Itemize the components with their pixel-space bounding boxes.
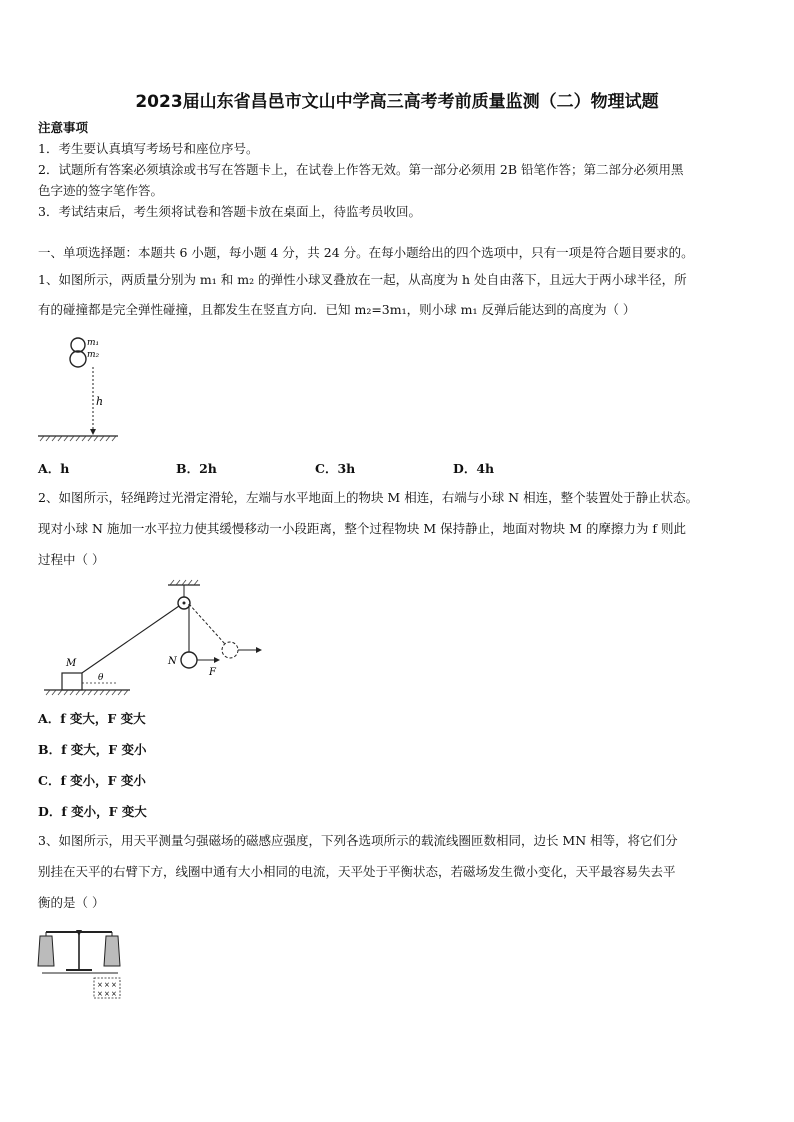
page-title: 2023届山东省昌邑市文山中学高三高考考前质量监测（二）物理试题 bbox=[135, 92, 659, 112]
label-f: F bbox=[209, 667, 216, 678]
q3-text-line3: 衡的是（ ） bbox=[38, 895, 105, 910]
q1-text-line1: 1、如图所示，两质量分别为 m₁ 和 m₂ 的弹性小球叉叠放在一起，从高度为 h 处自由落下，且远大于两小球半径，所 bbox=[38, 272, 687, 287]
field-cross: × bbox=[111, 990, 117, 998]
q2-option-b[interactable]: B．f 变大，F 变小 bbox=[38, 742, 147, 757]
q1-option-d[interactable]: D．4h bbox=[453, 461, 495, 476]
section-heading: 一、单项选择题：本题共 6 小题，每小题 4 分，共 24 分。在每小题给出的四个选项中，只有一项是符合题目要求的。 bbox=[38, 245, 694, 260]
label-n: N bbox=[168, 656, 177, 667]
label-h: h bbox=[96, 395, 104, 408]
field-cross: × bbox=[104, 990, 110, 998]
notice-heading: 注意事项 bbox=[38, 120, 89, 135]
label-theta: θ bbox=[98, 673, 104, 683]
q1-figure bbox=[38, 333, 118, 445]
q2-figure bbox=[38, 578, 268, 700]
label-m1: m₁ bbox=[87, 338, 100, 348]
q1-option-b[interactable]: B．2h bbox=[176, 461, 217, 476]
notice-item-3: 3．考试结束后，考生须将试卷和答题卡放在桌面上，待监考员收回。 bbox=[38, 204, 421, 219]
notice-item-2-cont: 色字迹的签字笔作答。 bbox=[38, 183, 164, 198]
q2-text-line3: 过程中（ ） bbox=[38, 552, 105, 567]
q1-option-a[interactable]: A．h bbox=[38, 461, 70, 476]
q2-option-a[interactable]: A．f 变大，F 变大 bbox=[38, 711, 146, 726]
label-m2: m₂ bbox=[87, 350, 100, 360]
q1-text-line2: 有的碰撞都是完全弹性碰撞，且都发生在竖直方向．已知 m₂=3m₁，则小球 m₁ 反弹后能达到的高度为（ ） bbox=[38, 302, 636, 317]
q3-text-line2: 别挂在天平的右臂下方，线圈中通有大小相同的电流，天平处于平衡状态，若磁场发生微小变化，天平最容易失去平 bbox=[38, 864, 676, 879]
q3-figure bbox=[36, 922, 128, 1002]
field-cross: × bbox=[111, 981, 117, 989]
q2-text-line1: 2、如图所示，轻绳跨过光滑定滑轮，左端与水平地面上的物块 M 相连，右端与小球 N 相连，整个装置处于静止状态。 bbox=[38, 490, 699, 505]
ball-m2 bbox=[70, 351, 86, 367]
notice-item-2: 2．试题所有答案必须填涂或书写在答题卡上，在试卷上作答无效。第一部分必须用 2B 铅笔作答；第二部分必须用黑 bbox=[38, 162, 684, 177]
q3-text-line1: 3、如图所示，用天平测量匀强磁场的磁感应强度，下列各选项所示的载流线圈匝数相同，边长 MN 相等，将它们分 bbox=[38, 833, 678, 848]
q1-option-c[interactable]: C．3h bbox=[315, 461, 356, 476]
notice-item-1: 1．考生要认真填写考场号和座位序号。 bbox=[38, 141, 259, 156]
ball-n bbox=[181, 652, 197, 668]
block-m bbox=[62, 673, 82, 690]
ball-m1 bbox=[71, 338, 85, 352]
q2-option-d[interactable]: D．f 变小，F 变大 bbox=[38, 804, 147, 819]
field-cross: × bbox=[97, 981, 103, 989]
field-cross: × bbox=[97, 990, 103, 998]
q2-option-c[interactable]: C．f 变小，F 变小 bbox=[38, 773, 146, 788]
field-cross: × bbox=[104, 981, 110, 989]
q2-text-line2: 现对小球 N 施加一水平拉力使其缓慢移动一小段距离，整个过程物块 M 保持静止，地面对物块 M 的摩擦力为 f 则此 bbox=[38, 521, 686, 536]
label-m: M bbox=[66, 658, 77, 669]
